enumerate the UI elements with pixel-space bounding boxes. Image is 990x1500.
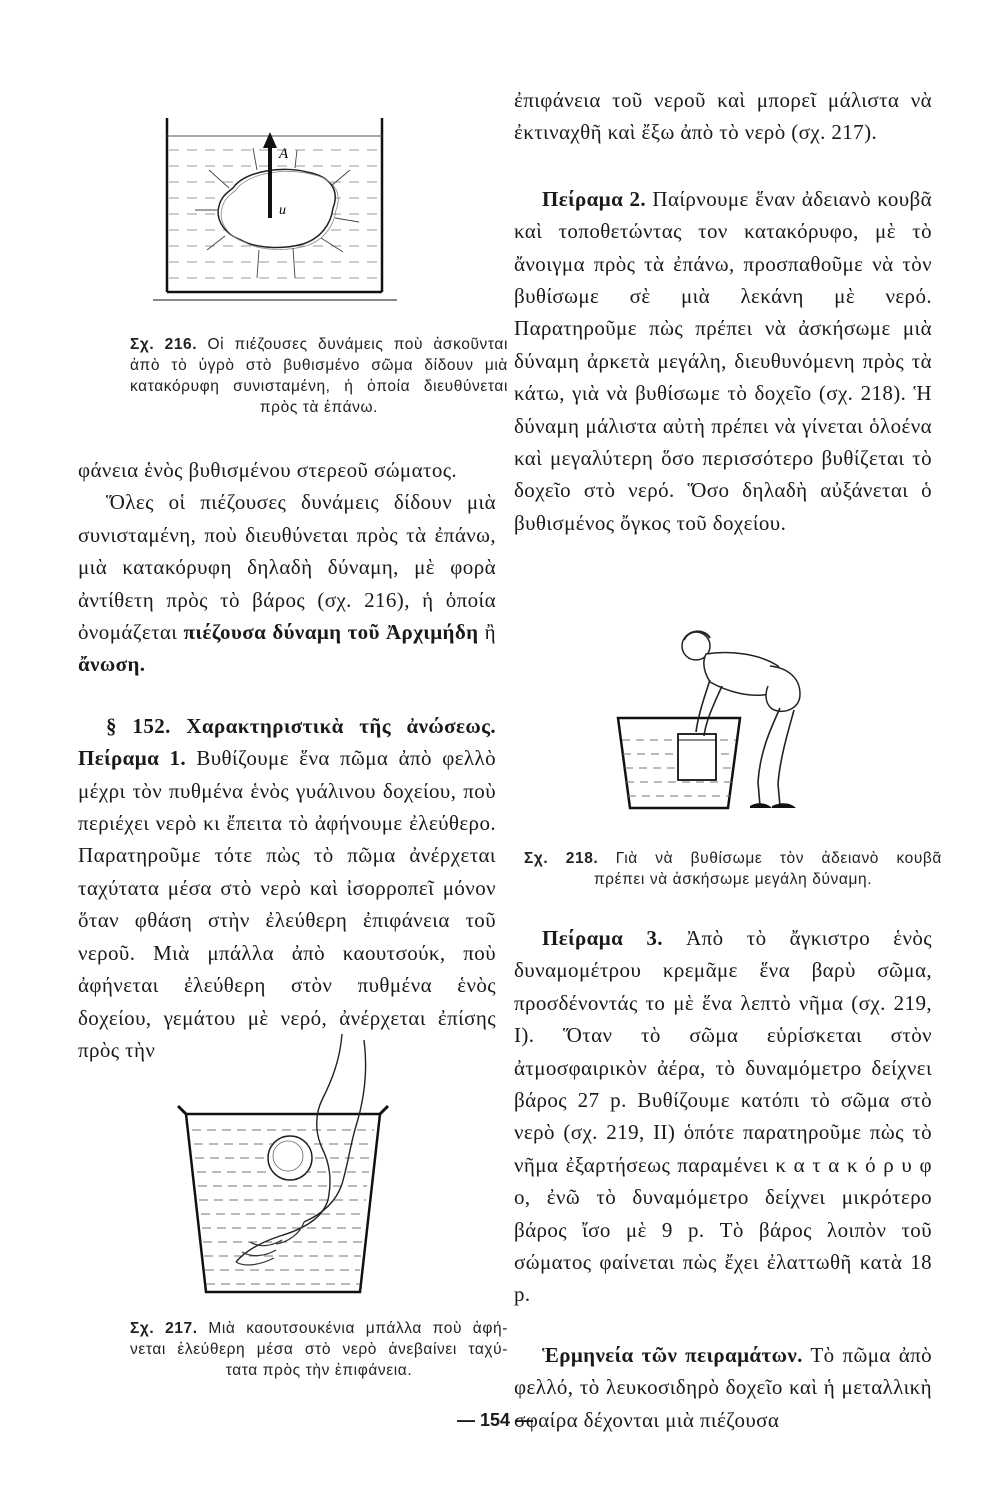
caption-217: [130, 1318, 508, 1381]
text-run: Ὅλες οἱ πιέζουσες δυνάμεις δίδουν μιὰ συνισταμένη, ποὺ διευθύνεται πρὸς τὰ ἐπάνω, μιὰ κατακόρυφη δηλαδὴ δύναμη, μὲ φορὰ ἀντίθετη πρὸς τὸ βάρος (σχ. 216), ἡ ὁποία ὀνομάζεται: [78, 490, 496, 645]
caption-line: Οἱ πιέζουσες δυνάμεις ποὺ ἀσκοῦνται: [207, 336, 508, 353]
text-run: Τὸ πῶμα ἀπὸ φελλό, τὸ λευκοσιδηρὸ δοχεῖο καὶ ἡ μεταλλικὴ σφαίρα δέχονται μιὰ πιέζουσα: [514, 1342, 932, 1432]
figure-216: [145, 110, 405, 310]
paragraph: φάνεια ἑνὸς βυθισμένου στερεοῦ σώματος.: [78, 458, 458, 482]
text-run: Παίρνουμε ἕναν ἀδειανὸ κουβᾶ καὶ τοποθετώντας τον κατακόρυφο, μὲ τὸ ἄνοιγμα πρὸς τὰ ἐπάνω, προσπαθοῦμε νὰ τὸν βυθίσωμε σὲ μιὰ λεκάνη μὲ νερό. Παρατηροῦμε πὼς πρέπει νὰ ἀσκήσωμε μιὰ δύναμη ἀρκετὰ μεγάλη, διευθυνόμενη πρὸς τὰ κάτω, γιὰ νὰ βυθίσωμε τὸ δοχεῖο (σχ. 218). Ἡ δύναμη μάλιστα αὐτὴ πρέπει νὰ γίνεται ὁλοένα καὶ μεγαλύτερη ὅσο περισσότερο βυθίζεται τὸ δοχεῖο στὸ νερό. Ὅσο δηλαδὴ αὐξάνεται ὁ βυθισμένος ὄγκος τοῦ δοχείου.: [514, 186, 932, 535]
text-run: ἢ: [478, 620, 496, 645]
caption-line: νεται ἐλεύθερη μέσα στὸ νερὸ ἀνεβαίνει ταχύ-: [130, 1341, 508, 1358]
experiment-label: Πείραμα 2.: [542, 186, 647, 211]
caption-218: [524, 848, 942, 890]
caption-line: τατα πρὸς τὴν ἐπιφάνεια.: [225, 1362, 413, 1379]
paragraph: [514, 183, 932, 539]
bold-term: ἄνωση.: [78, 652, 146, 677]
paragraph: ἐπιφάνεια τοῦ νεροῦ καὶ μπορεῖ μάλιστα νὰ ἐκτιναχθῆ καὶ ἔξω ἀπὸ τὸ νερὸ (σχ. 217).: [514, 88, 932, 145]
bucket-push-drawing: [610, 620, 870, 816]
bold-term: πιέζουσα δύναμη τοῦ Ἀρχιμήδη: [183, 620, 479, 645]
section-paragraph: [78, 710, 496, 1066]
caption-label: Σχ. 218.: [524, 850, 599, 867]
text-run: Βυθίζουμε ἕνα πῶμα ἀπὸ φελλὸ μέχρι τὸν πυθμένα ἑνὸς γυάλινου δοχείου, ποὺ περιέχει νερὸ κι ἔπειτα τὸ ἀφήνουμε ἐλεύθερο. Παρατηροῦμε τότε πὼς τὸ πῶμα ἀνέρχεται ταχύτατα μέσα στὸ νερὸ καὶ ἰσορροπεῖ μόνον ὅταν φθάση στὴν ἐλεύθερη ἐπιφάνεια τοῦ νεροῦ. Μιὰ μπάλλα ἀπὸ καουτσούκ, ποὺ ἀφήνεται ἐλεύθερη στὸν πυθμένα ἑνὸς δοχείου, γεμάτου μὲ νερό, ἀνέρχεται ἐπίσης πρὸς τὴν: [78, 746, 497, 1062]
right-column-top: [514, 84, 932, 539]
caption-line: Γιὰ νὰ βυθίσωμε τὸν ἀδειανὸ κουβᾶ: [615, 850, 942, 867]
section-title: § 152. Χαρακτηριστικὰ τῆς ἀνώσεως.: [106, 713, 496, 738]
text-run: Ἀπὸ τὸ ἄγκιστρο ἑνὸς δυναμομέτρου κρεμᾶμε ἕνα βαρὺ σῶμα, προσδένοντάς το μὲ ἕνα λεπτὸ νῆμα (σχ. 219, Ι). Ὅταν τὸ σῶμα εὑρίσκεται στὸν ἀτμοσφαιρικὸν ἀέρα, τὸ δυναμόμετρο δείχνει βάρος 27 p. Βυθίζουμε κατόπι τὸ σῶμα στὸ νερὸ (σχ. 219, ΙΙ) ὁπότε παρατηροῦμε πὼς τὸ νῆμα ἐξαρτήσεως παραμένει κ α τ α κ ό ρ υ φ ο, ἐνῶ τὸ δυναμόμετρο δείχνει μικρότερο βάρος ἴσο μὲ 9 p. Τὸ βάρος λοιπὸν τοῦ σώματος φαίνεται πὼς ἔχει ἐλαττωθῆ κατὰ 18 p.: [514, 926, 932, 1307]
experiment-label: Πείραμα 3.: [542, 926, 663, 950]
submerged-body-diagram: [145, 110, 405, 310]
page-number: — 154 —: [456, 1410, 534, 1430]
caption-label: Σχ. 217.: [130, 1320, 198, 1337]
caption-line: Μιὰ καουτσουκένια μπάλλα ποὺ ἀφή-: [208, 1320, 508, 1337]
figure-217: [172, 1030, 398, 1300]
caption-line: ἀπὸ τὸ ὑγρὸ στὸ βυθισμένο σῶμα δίδουν μιὰ: [130, 357, 508, 374]
caption-line: κατακόρυφη συνισταμένη, ἡ ὁποία διευθύνεται: [130, 378, 508, 395]
caption-line: πρέπει νὰ ἀσκήσωμε μεγάλη δύναμη.: [593, 871, 873, 888]
experiment-label: Πείραμα 1.: [78, 746, 187, 771]
figure-218: [610, 620, 870, 816]
caption-216: [130, 334, 508, 418]
left-column: [78, 454, 496, 1066]
arrow-label: A: [279, 146, 289, 162]
body-label: u: [279, 203, 286, 218]
right-column-bottom: [514, 922, 932, 1436]
caption-line: πρὸς τὰ ἐπάνω.: [259, 399, 379, 416]
caption-label: Σχ. 216.: [130, 336, 198, 353]
ball-in-bucket-drawing: [172, 1030, 398, 1300]
section-heading: Ἑρμηνεία τῶν πειραμάτων.: [542, 1342, 803, 1367]
paragraph: [514, 922, 932, 1311]
paragraph: [78, 486, 496, 680]
